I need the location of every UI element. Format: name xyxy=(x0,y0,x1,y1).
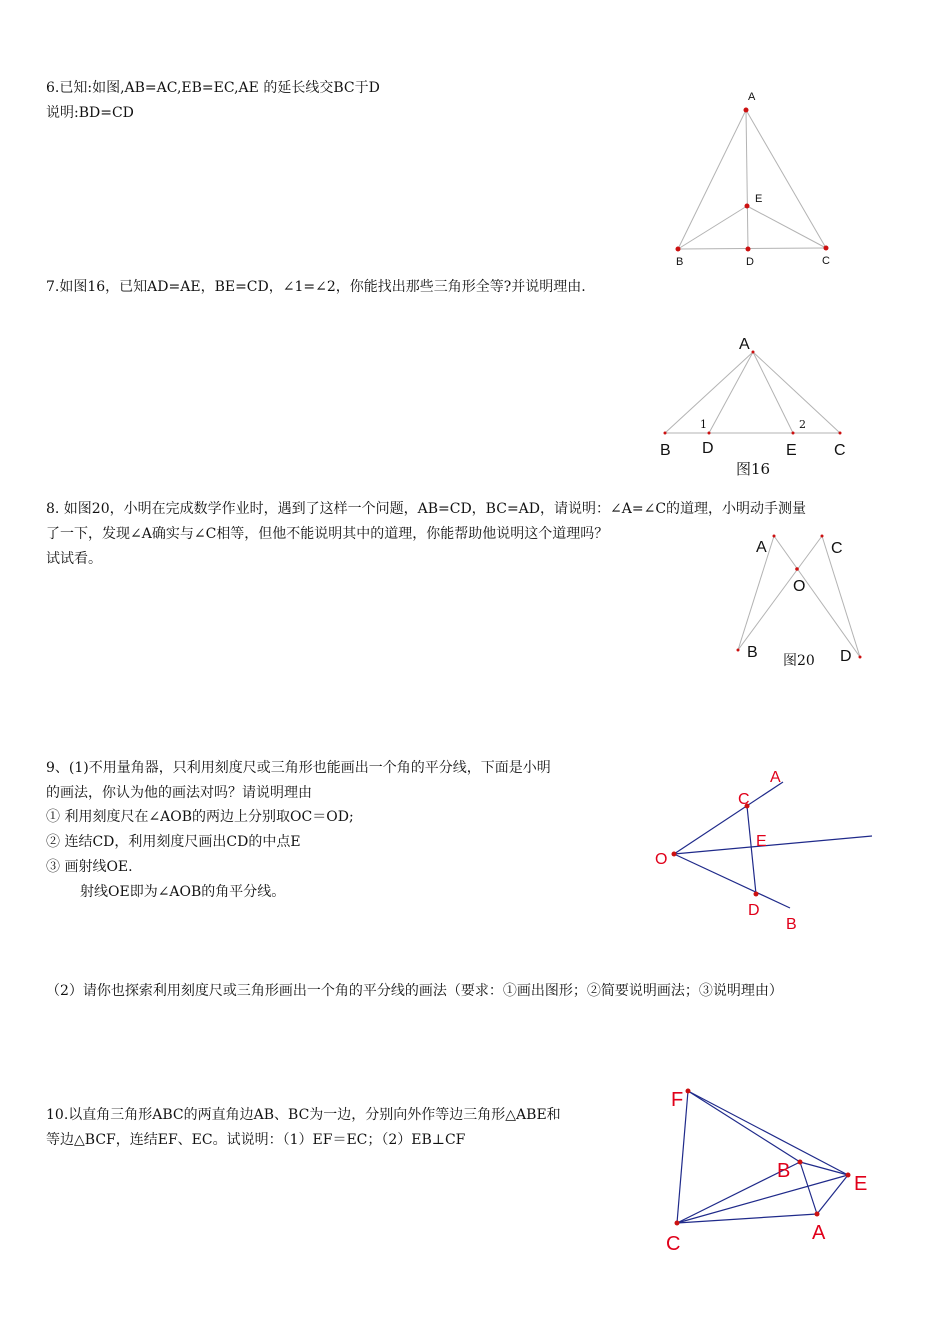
q8-line2: 了一下，发现∠A确实与∠C相等，但他不能说明其中的道理，你能帮助他说明这个道理吗？ xyxy=(46,526,609,542)
q6-point-b xyxy=(676,247,681,252)
q10-point-a xyxy=(815,1212,820,1217)
q8-line3: 试试看。 xyxy=(46,551,102,567)
q7-point-b xyxy=(664,432,667,435)
q8-label-d: D xyxy=(840,648,852,665)
q6-seg-bc xyxy=(678,248,826,249)
q9-label-b: B xyxy=(786,916,797,933)
q7-figure xyxy=(650,330,860,480)
q8-point-b xyxy=(737,649,740,652)
q9-line2: 的画法，你认为他的画法对吗？请说明理由 xyxy=(46,785,312,801)
q8-figure xyxy=(730,530,880,675)
q8-point-c xyxy=(821,535,824,538)
q9-point-d xyxy=(754,892,759,897)
q7-caption: 图16 xyxy=(736,460,771,478)
q6-figure xyxy=(660,85,850,275)
q7-point-e xyxy=(792,432,795,435)
q7-seg-ad xyxy=(709,352,753,433)
q8-point-d xyxy=(859,656,862,659)
q9-line1: 9、(1)不用量角器，只利用刻度尺或三角形也能画出一个角的平分线，下面是小明 xyxy=(46,760,551,776)
q9-point-o xyxy=(672,852,677,857)
q9-label-o: O xyxy=(655,851,668,868)
q7-line1: 7.如图16，已知AD=AE，BE=CD，∠1=∠2，你能找出那些三角形全等?并说明理由. xyxy=(46,279,586,295)
q7-angle-1: 1 xyxy=(700,418,707,431)
q10-line2: 等边△BCF，连结EF、EC。试说明：（1）EF＝EC；（2）EB⊥CF xyxy=(46,1132,466,1148)
q6-line2: 说明:BD=CD xyxy=(46,105,134,121)
q10-point-e xyxy=(846,1173,851,1178)
q7-label-a: A xyxy=(739,336,750,353)
q8-point-a xyxy=(773,535,776,538)
q10-label-b: B xyxy=(777,1160,791,1182)
q6-point-e xyxy=(745,204,750,209)
q10-seg-ca xyxy=(677,1214,817,1223)
q7-point-a xyxy=(752,351,755,354)
q6-label-a: A xyxy=(748,91,756,103)
q6-label-b: B xyxy=(676,256,684,268)
q9-conclusion: 射线OE即为∠AOB的角平分线。 xyxy=(80,884,286,900)
q9-label-d: D xyxy=(748,902,760,919)
q6-label-d: D xyxy=(746,256,754,268)
q6-label-e: E xyxy=(755,193,763,205)
q7-seg-ab xyxy=(665,352,753,433)
q9-seg-cd xyxy=(747,806,756,894)
q9-label-a: A xyxy=(770,769,781,786)
q8-seg-ad xyxy=(774,536,860,657)
q8-label-c: C xyxy=(831,540,843,557)
q8-label-o: O xyxy=(793,578,806,595)
q10-label-f: F xyxy=(671,1089,684,1111)
q9-ray-oe xyxy=(674,836,872,854)
q6-seg-ad xyxy=(746,110,748,249)
q10-figure xyxy=(655,1075,885,1265)
q10-label-c: C xyxy=(666,1233,681,1255)
q9-step1: ① 利用刻度尺在∠AOB的两边上分别取OC＝OD; xyxy=(46,809,354,825)
q8-label-b: B xyxy=(747,644,758,661)
q9-label-c: C xyxy=(738,791,750,808)
q9-part2: （2）请你也探索利用刻度尺或三角形画出一个角的平分线的画法（要求：①画出图形；②简要说明画法；③说明理由） xyxy=(46,983,783,999)
q6-point-a xyxy=(744,108,749,113)
q6-label-c: C xyxy=(822,255,830,267)
q9-step3: ③ 画射线OE. xyxy=(46,859,133,875)
q10-seg-fe xyxy=(688,1091,848,1175)
q8-seg-cb xyxy=(738,536,822,650)
q10-line1: 10.以直角三角形ABC的两直角边AB、BC为一边，分别向外作等边三角形△ABE和 xyxy=(46,1107,561,1123)
q10-point-b xyxy=(798,1160,803,1165)
q6-point-c xyxy=(824,246,829,251)
q8-label-a: A xyxy=(756,539,767,556)
q7-point-d xyxy=(708,432,711,435)
q9-figure xyxy=(650,760,880,940)
q9-ray-ob xyxy=(674,854,790,908)
q10-label-e: E xyxy=(854,1173,868,1195)
q7-seg-ac xyxy=(753,352,840,433)
q10-label-a: A xyxy=(812,1222,826,1244)
q7-seg-ae xyxy=(753,352,793,433)
q8-line1: 8. 如图20，小明在完成数学作业时，遇到了这样一个问题，AB=CD，BC=AD，请说明：∠A=∠C的道理，小明动手测量 xyxy=(46,501,807,517)
q10-seg-be xyxy=(800,1162,848,1175)
q10-seg-ce xyxy=(677,1175,848,1223)
q7-point-c xyxy=(839,432,842,435)
q7-label-e: E xyxy=(786,442,797,459)
q8-point-o xyxy=(795,567,799,571)
q9-step2: ② 连结CD，利用刻度尺画出CD的中点E xyxy=(46,834,301,850)
q10-seg-fb xyxy=(688,1091,800,1162)
q10-point-c xyxy=(675,1221,680,1226)
q7-angle-2: 2 xyxy=(799,418,806,431)
q7-label-b: B xyxy=(660,442,671,459)
q10-point-f xyxy=(686,1089,691,1094)
q7-label-d: D xyxy=(702,440,714,457)
q6-point-d xyxy=(746,247,751,252)
q10-seg-ae xyxy=(817,1175,848,1214)
q8-caption: 图20 xyxy=(783,653,815,669)
q6-line1: 6.已知:如图,AB=AC,EB=EC,AE 的延长线交BC于D xyxy=(46,80,380,96)
q7-label-c: C xyxy=(834,442,846,459)
q9-label-e: E xyxy=(756,833,767,850)
